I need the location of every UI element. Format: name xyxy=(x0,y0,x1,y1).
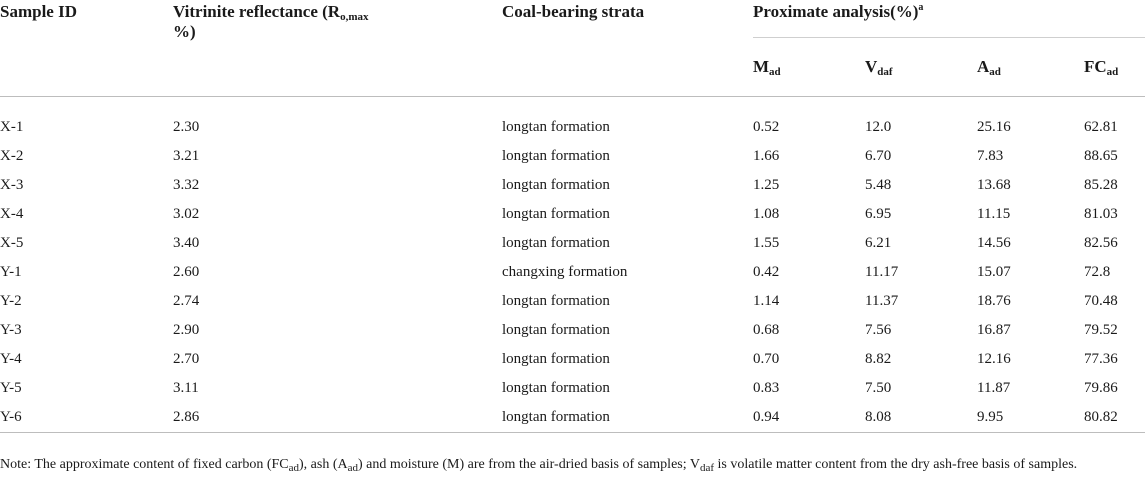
cell-m-ad: 1.14 xyxy=(753,292,780,309)
cell-fc-ad: 79.86 xyxy=(1084,379,1118,396)
cell-strata: longtan formation xyxy=(502,147,610,164)
cell-v-daf: 7.50 xyxy=(865,379,892,396)
cell-v-daf: 8.82 xyxy=(865,350,892,367)
cell-a-ad: 9.95 xyxy=(977,401,1084,433)
table-row xyxy=(0,343,1145,372)
header-m-ad: $M_{ad}$ xyxy=(753,56,781,78)
cell-v-daf: 12.0 xyxy=(865,119,892,135)
cell-vitrinite: 3.32 xyxy=(173,176,200,193)
cell-a-ad: 25.16 xyxy=(977,119,1011,135)
cell-a-ad: 16.87 xyxy=(977,321,1011,338)
cell-v-daf: 6.95 xyxy=(865,205,892,222)
cell-strata: longtan formation xyxy=(502,350,610,367)
table-row xyxy=(0,372,1145,401)
cell-v-daf: 8.08 xyxy=(865,401,977,433)
header-vitrinite-reflectance: Vitrinite reflectance ($R_{o,max}$ %) xyxy=(173,2,369,41)
cell-sample-id: X-1 xyxy=(0,119,24,135)
table-row xyxy=(0,314,1145,343)
header-coal-bearing-strata: Coal-bearing strata xyxy=(502,2,645,21)
cell-v-daf: 6.70 xyxy=(865,147,892,164)
cell-strata: changxing formation xyxy=(502,263,628,280)
cell-fc-ad: 85.28 xyxy=(1084,176,1118,193)
table-row xyxy=(0,285,1145,314)
cell-sample-id: Y-5 xyxy=(0,379,22,396)
cell-m-ad: 0.42 xyxy=(753,263,780,280)
cell-fc-ad: 81.03 xyxy=(1084,205,1118,222)
header-a-ad: $A_{ad}$ xyxy=(977,56,1001,78)
cell-sample-id: X-3 xyxy=(0,176,24,193)
cell-m-ad: 1.08 xyxy=(753,205,780,222)
cell-strata: longtan formation xyxy=(502,321,610,338)
cell-vitrinite: 3.21 xyxy=(173,147,200,164)
cell-strata: longtan formation xyxy=(502,119,610,135)
cell-vitrinite: 3.40 xyxy=(173,234,200,251)
cell-m-ad: 0.68 xyxy=(753,321,780,338)
cell-sample-id: Y-2 xyxy=(0,292,22,309)
cell-strata: longtan formation xyxy=(502,176,610,193)
cell-sample-id: X-5 xyxy=(0,234,24,251)
header-proximate-analysis: Proximate analysis(%)$^a$ xyxy=(753,0,1145,37)
table-row xyxy=(0,97,1145,140)
table-row xyxy=(0,140,1145,169)
cell-strata: longtan formation xyxy=(502,234,610,251)
cell-m-ad: 1.25 xyxy=(753,176,780,193)
cell-strata: longtan formation xyxy=(502,292,610,309)
cell-a-ad: 15.07 xyxy=(977,263,1011,280)
cell-vitrinite: 2.74 xyxy=(173,292,200,309)
cell-sample-id: Y-4 xyxy=(0,350,22,367)
cell-v-daf: 6.21 xyxy=(865,234,892,251)
table-row xyxy=(0,198,1145,227)
cell-a-ad: 11.87 xyxy=(977,379,1011,396)
cell-strata: longtan formation xyxy=(502,205,610,222)
cell-m-ad: 0.70 xyxy=(753,350,780,367)
cell-v-daf: 11.37 xyxy=(865,292,899,309)
cell-a-ad: 7.83 xyxy=(977,147,1004,164)
cell-fc-ad: 82.56 xyxy=(1084,234,1118,251)
cell-a-ad: 12.16 xyxy=(977,350,1011,367)
cell-sample-id: Y-6 xyxy=(0,401,173,433)
cell-vitrinite: 2.86 xyxy=(173,401,502,433)
cell-strata: longtan formation xyxy=(502,401,753,433)
table-row xyxy=(0,256,1145,285)
cell-m-ad: 1.55 xyxy=(753,234,780,251)
cell-strata: longtan formation xyxy=(502,379,610,396)
header-v-daf: $V_{daf}$ xyxy=(865,56,893,78)
cell-sample-id: X-4 xyxy=(0,205,24,222)
cell-m-ad: 0.94 xyxy=(753,401,865,433)
cell-sample-id: Y-3 xyxy=(0,321,22,338)
cell-fc-ad: 62.81 xyxy=(1084,119,1118,135)
table-row xyxy=(0,169,1145,198)
cell-vitrinite: 2.60 xyxy=(173,263,200,280)
cell-m-ad: 0.52 xyxy=(753,119,780,135)
cell-fc-ad: 88.65 xyxy=(1084,147,1118,164)
cell-v-daf: 11.17 xyxy=(865,263,899,280)
cell-fc-ad: 79.52 xyxy=(1084,321,1118,338)
cell-fc-ad: 80.82 xyxy=(1084,401,1145,433)
cell-a-ad: 18.76 xyxy=(977,292,1011,309)
cell-vitrinite: 2.70 xyxy=(173,350,200,367)
cell-m-ad: 1.66 xyxy=(753,147,780,164)
cell-a-ad: 13.68 xyxy=(977,176,1011,193)
table-row xyxy=(0,401,1145,433)
cell-v-daf: 7.56 xyxy=(865,321,892,338)
cell-vitrinite: 2.90 xyxy=(173,321,200,338)
cell-fc-ad: 72.8 xyxy=(1084,263,1111,280)
cell-sample-id: Y-1 xyxy=(0,263,22,280)
cell-vitrinite: 3.02 xyxy=(173,205,200,222)
header-fc-ad: $FC_{ad}$ xyxy=(1084,56,1119,78)
cell-vitrinite: 2.30 xyxy=(173,119,200,135)
cell-fc-ad: 77.36 xyxy=(1084,350,1118,367)
cell-vitrinite: 3.11 xyxy=(173,379,199,396)
cell-v-daf: 5.48 xyxy=(865,176,892,193)
cell-a-ad: 14.56 xyxy=(977,234,1011,251)
header-sample-id: Sample ID xyxy=(0,2,77,21)
cell-m-ad: 0.83 xyxy=(753,379,780,396)
cell-sample-id: X-2 xyxy=(0,147,24,164)
table-row xyxy=(0,227,1145,256)
cell-a-ad: 11.15 xyxy=(977,205,1011,222)
cell-fc-ad: 70.48 xyxy=(1084,292,1118,309)
table-note: Note: The approximate content of fixed carbon $(FC_{ad})$, ash $(A_{ad})$ and moisture (M) are from the air-dried basis of samples; $V_{daf}$ is volatile matter content from the dry ash-free basis of samples. xyxy=(0,457,1078,474)
